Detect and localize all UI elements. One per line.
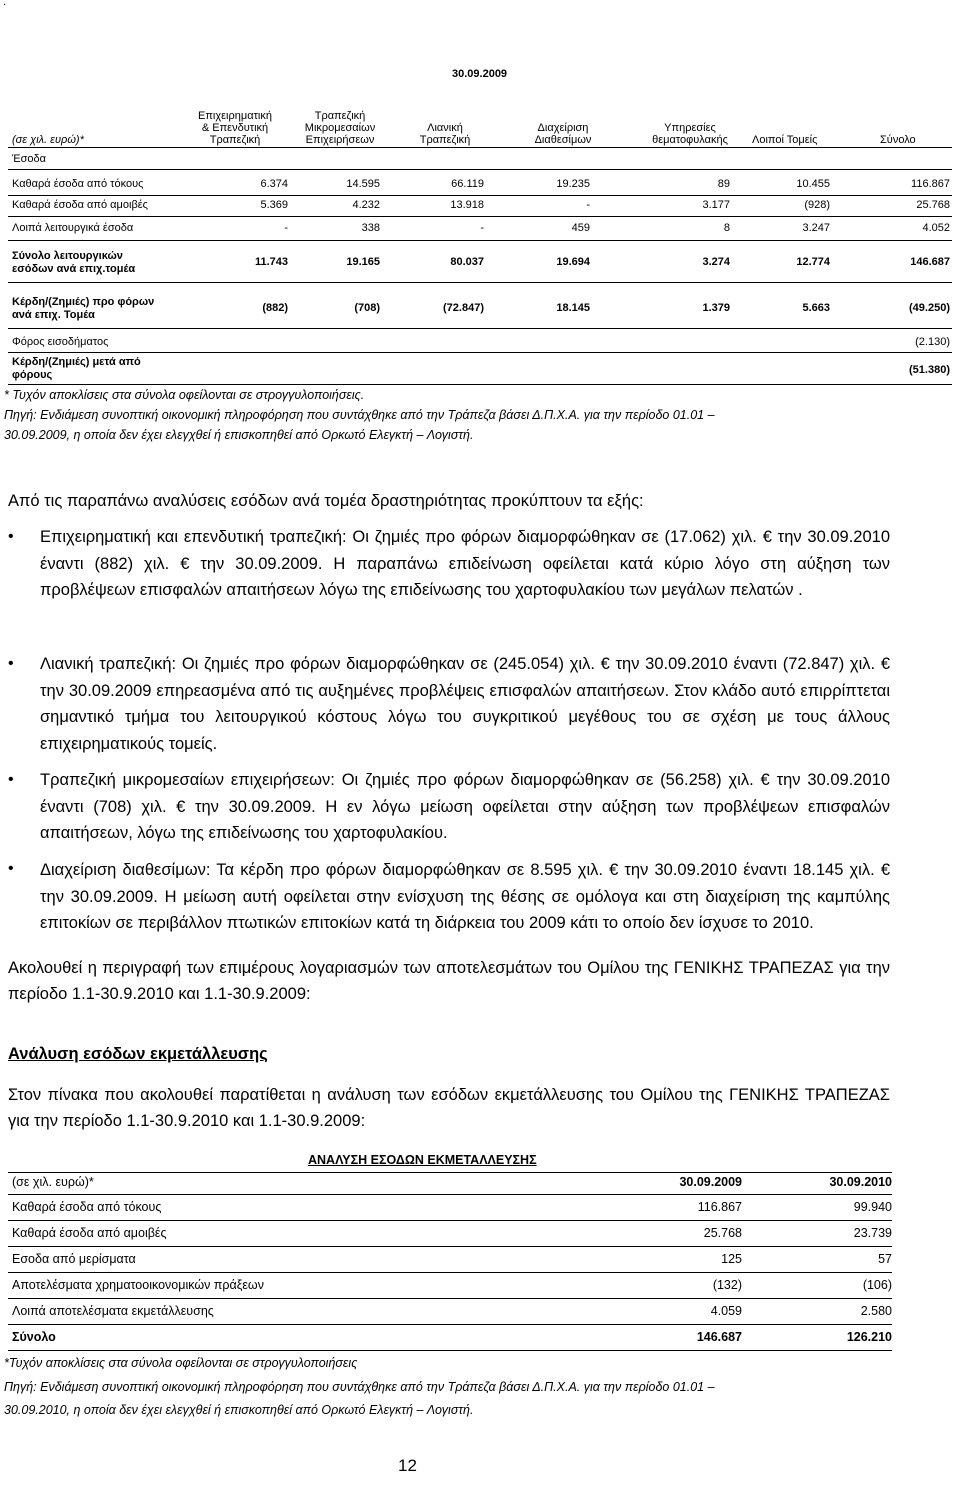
cell-value: 116.867 (697, 1200, 742, 1214)
table2-note-source: Πηγή: Ενδιάμεση συνοπτική οικονομική πληροφόρηση που συντάχθηκε από την Τράπεζα βάσει Δ.Π.Χ.Α. για την περίοδο 01.01 – (4, 1380, 715, 1394)
cell-value: 4.059 (710, 1304, 742, 1318)
row-label: Καθαρά έσοδα από αμοιβές (12, 1226, 167, 1240)
cell-value: (882) (262, 302, 288, 314)
cell-value: 18.145 (556, 302, 590, 314)
table-row (12, 1197, 892, 1219)
col-header-sme (290, 110, 390, 146)
cell-value: 3.247 (802, 222, 830, 234)
cell-value: 5.369 (260, 199, 288, 211)
table2-col-2010: 30.09.2010 (829, 1175, 892, 1189)
row-label-line: εσόδων ανά επιχ.τομέα (12, 263, 136, 275)
col-header-treasury (518, 122, 608, 146)
rule (8, 328, 952, 329)
cell-value: 66.119 (451, 178, 484, 190)
row-label-line: Καθαρά έσοδα από αμοιβές (12, 199, 148, 211)
row-label-line: Καθαρά έσοδα από τόκους (12, 178, 144, 190)
row-label (12, 222, 133, 235)
row-label-line: φόρους (12, 369, 53, 381)
rule (8, 240, 952, 241)
table-row (12, 199, 950, 215)
bullet-dot: • (8, 655, 14, 672)
cell-value: 25.768 (703, 1226, 742, 1240)
cell-value: 3.274 (702, 256, 730, 268)
cell-value: 80.037 (450, 256, 484, 268)
cell-value: 125 (721, 1252, 742, 1266)
table2-title: ΑΝΑΛΥΣΗ ΕΣΟΔΩΝ ΕΚΜΕΤΑΛΛΕΥΣΗΣ (308, 1153, 537, 1167)
bullet-sme: Τραπεζική μικρομεσαίων επιχειρήσεων: Οι ζημιές προ φόρων διαμορφώθηκαν σε (56.258) χιλ. € την 30.09.2010 έναντι (708) χιλ. € την 30.09.2009. Η εν λόγω μείωση οφείλεται στην αύξηση των προβλέψεων επισφαλών απαιτήσεων, λόγω της επιδείνωσης του χαρτοφυλακίου. (40, 771, 890, 842)
cell-value: 99.940 (853, 1200, 892, 1214)
table2-note-rounding: *Τυχόν αποκλίσεις στα σύνολα οφείλονται σε στρογγυλοποιήσεις (4, 1356, 358, 1370)
col-header-retail (405, 122, 485, 146)
cell-value: 19.235 (556, 178, 590, 190)
col-header-line: Τραπεζική (314, 110, 366, 122)
cell-value: 11.743 (254, 256, 288, 268)
bullet-dot: • (8, 860, 14, 877)
table1-unit: (σε χιλ. ευρώ)* (12, 134, 84, 146)
bullet-dot: • (8, 771, 14, 788)
bullet-treasury: Διαχείριση διαθεσίμων: Τα κέρδη προ φόρων διαμορφώθηκαν σε 8.595 χιλ. € την 30.09.2010 έναντι 18.145 χιλ. € την 30.09.2009. Η μείωση αυτή οφείλεται στην ενίσχυση της θέσης σε ομόλογα και στη διαχείριση της καμπύλης επιτοκίων σε περιβάλλον πτωτικών επιτοκίων κατά τη διάρκεια του 2009 κάτι το οποίο δεν ίσχυσε το 2010. (40, 861, 890, 932)
col-header-line: Διαχείριση (537, 122, 589, 134)
rule (8, 1324, 892, 1325)
cell-value: 3.177 (702, 199, 730, 211)
cell-value: (51.380) (909, 364, 950, 376)
table-row (12, 222, 950, 238)
col-header-line: Διαθεσίμων (534, 134, 592, 146)
col-header-line: Επιχειρήσεων (305, 134, 375, 146)
cell-value: 1.379 (702, 302, 730, 314)
cell-value: 12.774 (796, 256, 830, 268)
table-row (12, 1275, 892, 1297)
cell-value: 19.694 (556, 256, 590, 268)
col-header-total: Σύνολο (880, 134, 916, 146)
col-header-line: Τραπεζική (419, 134, 471, 146)
table2-unit: (σε χιλ. ευρώ)* (12, 1175, 94, 1189)
cell-value: (928) (804, 199, 830, 211)
table1-note-source: Πηγή: Ενδιάμεση συνοπτική οικονομική πληροφόρηση που συντάχθηκε από την Τράπεζα βάσει Δ.Π.Χ.Α. για την περίοδο 01.01 – (4, 408, 715, 422)
row-label: Εσοδα από μερίσματα (12, 1252, 136, 1266)
row-label (12, 178, 143, 191)
row-label (12, 199, 148, 212)
cell-value: - (284, 222, 288, 234)
cell-value: 146.687 (696, 1330, 742, 1344)
row-label (12, 250, 135, 276)
cell-value: 116.867 (911, 178, 950, 190)
col-header-custody (640, 122, 740, 146)
row-label-line: Κέρδη/(Ζημιές) προ φόρων (12, 296, 155, 308)
rule (8, 195, 952, 196)
cell-value: 89 (717, 178, 730, 190)
table-row (12, 1327, 892, 1349)
row-label (12, 336, 108, 349)
table-row (12, 336, 950, 352)
section-heading: Ανάλυση εσόδων εκμετάλλευσης (8, 1045, 268, 1063)
rule (8, 216, 952, 217)
rule (8, 1272, 892, 1273)
table-row (12, 178, 950, 194)
table-row (12, 1301, 892, 1323)
table2-note-source-cont: 30.09.2010, η οποία δεν έχει ελεγχθεί ή επισκοπηθεί από Ορκωτό Ελεγκτή – Λογιστή. (4, 1403, 474, 1417)
table1-note-source-cont: 30.09.2009, η οποία δεν έχει ελεγχθεί ή επισκοπηθεί από Ορκωτό Ελεγκτή – Λογιστή. (4, 428, 474, 442)
table-row (12, 296, 950, 321)
cell-value: 338 (361, 222, 380, 234)
col-header-line: & Επενδυτική (201, 122, 269, 134)
cell-value: 19.165 (346, 256, 380, 268)
rule (8, 1350, 892, 1351)
col-header-line: Υπηρεσίες (664, 122, 716, 134)
rule (8, 352, 952, 353)
cell-value: 146.687 (910, 256, 950, 268)
bullet-corporate: Επιχειρηματική και επενδυτική τραπεζική: Οι ζημιές προ φόρων διαμορφώθηκαν σε (17.062) χιλ. € την 30.09.2010 έναντι (882) χιλ. € την 30.09.2009. Η παραπάνω επιδείνωση οφείλεται κατά κύριο λόγο στη αύξηση των προβλέψεων επισφαλών απαιτήσεων λόγω της επιδείνωσης του χαρτοφυλακίου των μεγάλων πελατών . (40, 528, 890, 599)
row-label (12, 356, 141, 382)
intro-text: Από τις παραπάνω αναλύσεις εσόδων ανά τομέα δραστηριότητας προκύπτουν τα εξής: (8, 492, 644, 510)
col-header-line: θεματοφυλακής (652, 134, 728, 146)
cell-value: - (586, 199, 590, 211)
paragraph-analysis: Στον πίνακα που ακολουθεί παρατίθεται η ανάλυση των εσόδων εκμετάλλευσης του Ομίλου της ΓΕΝΙΚΗΣ ΤΡΑΠΕΖΑΣ για την περίοδο 1.1-30.9.2010 και 1.1-30.9.2009: (8, 1086, 890, 1130)
rule (8, 1194, 892, 1195)
row-label (12, 296, 154, 322)
cell-value: 13.918 (450, 199, 484, 211)
row-label-line: Φόρος εισοδήματος (12, 336, 109, 348)
cell-value: (72.847) (443, 302, 484, 314)
rule (8, 384, 952, 385)
rule (8, 169, 952, 170)
cell-value: 6.374 (260, 178, 288, 190)
cell-value: (49.250) (909, 302, 950, 314)
table2-header-row (12, 1172, 892, 1194)
bullet-retail: Λιανική τραπεζική: Οι ζημιές προ φόρων διαμορφώθηκαν σε (245.054) χιλ. € την 30.09.2010 έναντι (72.847) χιλ. € την 30.09.2009 επηρεασμένα από τις αυξημένες προβλέψεις επισφαλών απαιτήσεων. Στον κλάδο αυτό επιρρίπτεται σημαντικό τμήμα του λειτουργικού κόστους λόγω του συγκριτικού μεγέθους του σε σχέση με τους άλλους επιχειρηματικούς τομείς. (40, 655, 890, 753)
row-label: Καθαρά έσοδα από τόκους (12, 1200, 162, 1214)
table1-section-label: Έσοδα (12, 153, 47, 165)
cell-value: 4.232 (352, 199, 380, 211)
rule (8, 1220, 892, 1221)
row-label-line: Λοιπά λειτουργικά έσοδα (12, 222, 134, 234)
table-row (12, 1249, 892, 1271)
bullet-dot: • (8, 528, 14, 545)
cell-value: - (480, 222, 484, 234)
cell-value: 5.663 (802, 302, 830, 314)
table1-note-rounding: * Τυχόν αποκλίσεις στα σύνολα οφείλονται σε στρογγυλοποιήσεις. (4, 388, 365, 402)
table1-period: 30.09.2009 (452, 68, 508, 80)
col-header-line: Επιχειρηματική (198, 110, 272, 122)
cell-value: 14.595 (346, 178, 380, 190)
cell-value: (132) (712, 1278, 742, 1292)
row-label: Αποτελέσματα χρηματοοικονομικών πράξεων (12, 1278, 264, 1292)
page-number: 12 (398, 1456, 417, 1475)
table2-col-2009: 30.09.2009 (679, 1175, 742, 1189)
cell-value: 8 (723, 222, 730, 234)
cell-value: 25.768 (916, 199, 950, 211)
row-label: Σύνολο (12, 1330, 56, 1344)
cell-value: 126.210 (846, 1330, 892, 1344)
row-label-line: ανά επιχ. Τομέα (12, 309, 95, 321)
cell-value: 459 (571, 222, 590, 234)
table-row (12, 1223, 892, 1245)
col-header-line: Τραπεζική (209, 134, 261, 146)
table-row (12, 356, 950, 381)
cell-value: (106) (862, 1278, 892, 1292)
rule (8, 1246, 892, 1247)
paragraph-accounts: Ακολουθεί η περιγραφή των επιμέρους λογαριασμών των αποτελεσμάτων του Ομίλου της ΓΕΝΙΚΗΣ ΤΡΑΠΕΖΑΣ για την περίοδο 1.1-30.9.2010 και 1.1-30.9.2009: (8, 959, 890, 1003)
cell-value: 2.580 (860, 1304, 892, 1318)
col-header-corporate (185, 110, 285, 146)
cell-value: 57 (878, 1252, 892, 1266)
table-row (12, 250, 950, 275)
row-label: Λοιπά αποτελέσματα εκμετάλλευσης (12, 1304, 214, 1318)
row-label-line: Κέρδη/(Ζημιές) μετά από (12, 356, 141, 368)
cell-value: (2.130) (915, 336, 950, 348)
cell-value: 10.455 (796, 178, 830, 190)
cell-value: 4.052 (922, 222, 950, 234)
col-header-line: Λιανική (427, 122, 463, 134)
col-header-other: Λοιποί Τομείς (752, 134, 818, 146)
rule (8, 1298, 892, 1299)
rule (8, 147, 952, 148)
row-label-line: Σύνολο λειτουργικών (12, 250, 123, 262)
rule (8, 282, 952, 283)
cell-value: (708) (354, 302, 380, 314)
col-header-line: Μικρομεσαίων (304, 122, 376, 134)
cell-value: 23.739 (853, 1226, 892, 1240)
top-mark: . (3, 0, 7, 8)
